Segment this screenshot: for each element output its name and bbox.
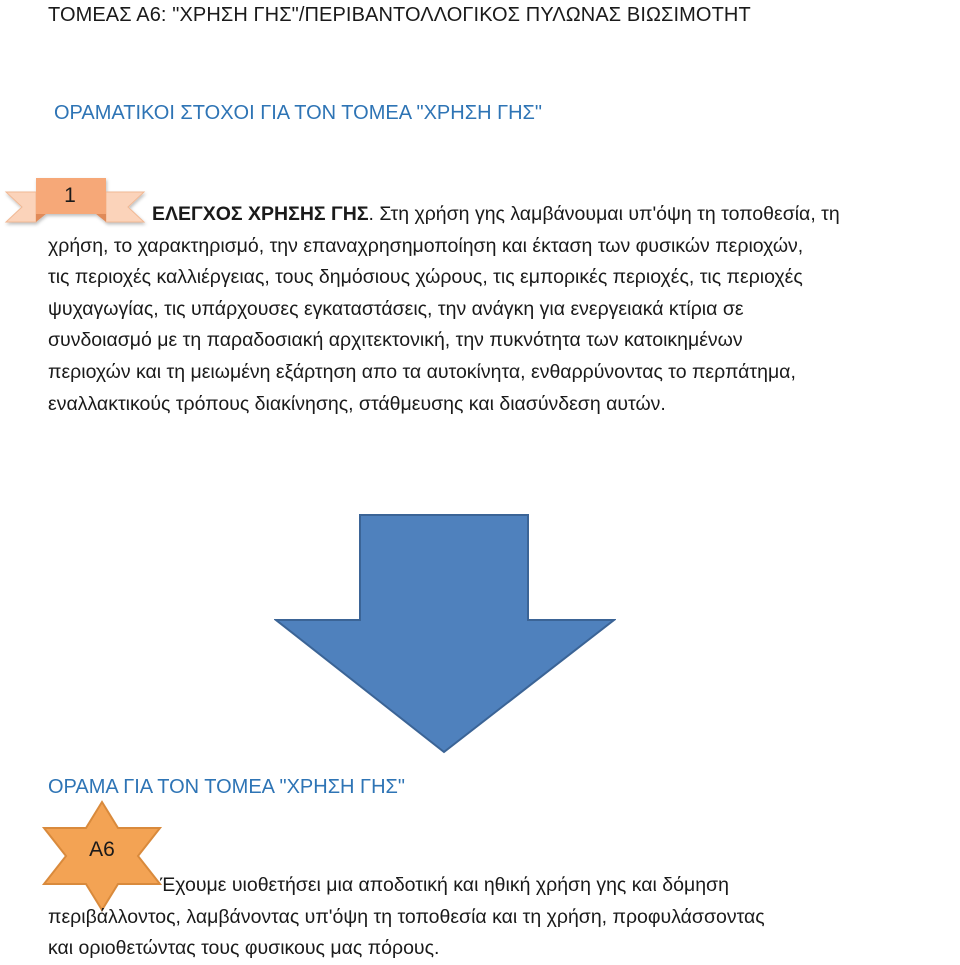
vision-line: Έχουμε υιοθετήσει μια αποδοτική και ηθική χρήση γης και δόμηση xyxy=(160,874,729,896)
vision-paragraph xyxy=(48,870,765,965)
goal-number: 1 xyxy=(64,184,76,207)
vision-heading: ΟΡΑΜΑ ΓΙΑ ΤΟΝ ΤΟΜΕΑ "ΧΡΗΣΗ ΓΗΣ" xyxy=(48,776,405,798)
goal-lead: ΕΛΕΓΧΟΣ ΧΡΗΣΗΣ ΓΗΣ xyxy=(152,203,369,225)
goals-heading: ΟΡΑΜΑΤΙΚΟΙ ΣΤΟΧΟΙ ΓΙΑ ΤΟΝ ΤΟΜΕΑ "ΧΡΗΣΗ ΓΗΣ" xyxy=(54,102,542,124)
goal-line: χρήση, το χαρακτηρισμό, την επαναχρησημοποίηση και έκταση των φυσικών περιοχών, xyxy=(48,234,804,257)
goal-paragraph xyxy=(48,199,840,420)
vision-badge-label: Α6 xyxy=(89,838,115,861)
goal-line: ψυχαγωγίας, τις υπάρχουσες εγκαταστάσεις, την ανάγκη για ενεργειακά κτίρια σε xyxy=(48,297,744,320)
goal-line: . Στη χρήση γης λαμβάνουμαι υπ'όψη τη τοποθεσία, τη xyxy=(368,203,840,225)
down-arrow xyxy=(274,514,616,759)
goal-line: περιοχών και τη μειωμένη εξάρτηση απο τα αυτοκίνητα, ενθαρρύνοντας το περπάτημα, xyxy=(48,360,796,383)
document-title: ΤΟΜΕΑΣ Α6: "ΧΡΗΣΗ ΓΗΣ"/ΠΕΡΙΒΑΝΤΟΛΛΟΓΙΚΟΣ ΠΥΛΩΝΑΣ ΒΙΩΣΙΜΟΤΗΤ xyxy=(48,4,751,26)
down-arrow-icon xyxy=(274,514,616,754)
goal-line: τις περιοχές καλλιέργειας, τους δημόσιους χώρους, τις εμπορικές περιοχές, τις περιοχές xyxy=(48,266,803,289)
vision-line: και οριοθετώντας τους φυσικους μας πόρους. xyxy=(48,937,440,960)
goal-line: εναλλακτικούς τρόπους διακίνησης, στάθμευσης και διασύνδεση αυτών. xyxy=(48,392,666,415)
goal-line: συνδοιασμό με τη παραδοσιακή αρχιτεκτονική, την πυκνότητα των κατοικημένων xyxy=(48,329,743,352)
goal-first-line xyxy=(48,199,840,231)
vision-line: περιβάλλοντος, λαμβάνοντας υπ'όψη τη τοποθεσία και τη χρήση, προφυλάσσοντας xyxy=(48,905,765,928)
